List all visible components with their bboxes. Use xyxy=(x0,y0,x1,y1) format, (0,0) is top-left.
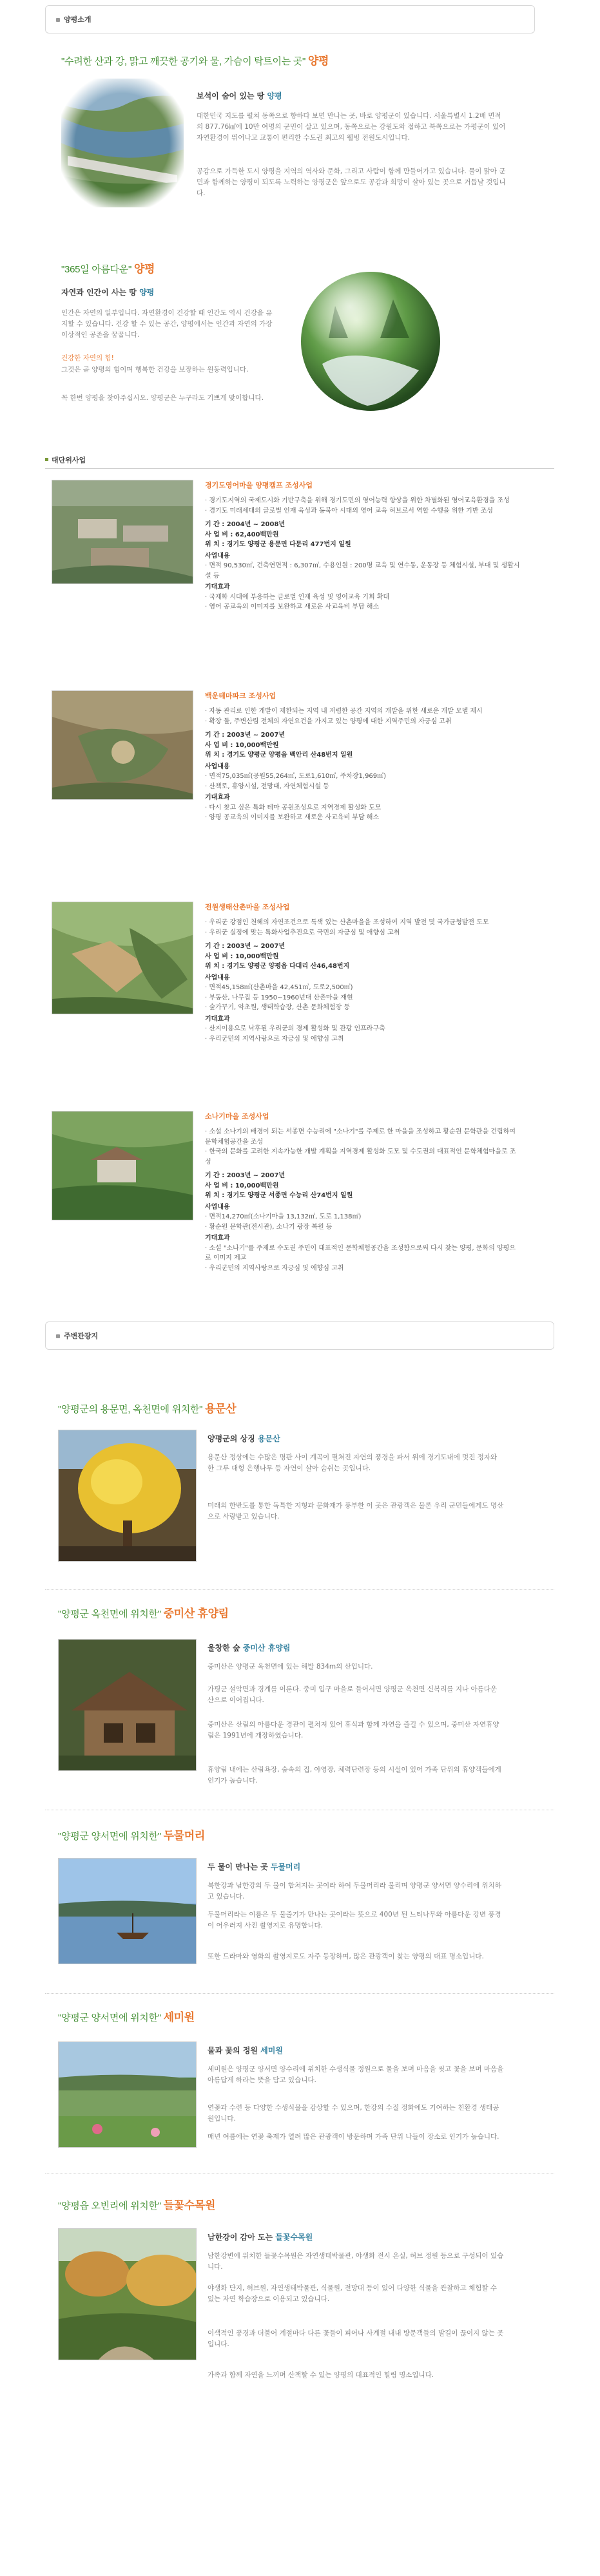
intro-block2-p1: 인간은 자연의 일부입니다. 자연환경이 건강할 때 인간도 역시 건강을 유지할 수 있습니다. 건강 할 수 있는 공간, 양평에서는 인간과 자연의 가장 이상적인 공존을 꿈꿉니다. xyxy=(61,309,273,339)
intro-block2-p3: 꼭 한번 양평을 찾아주십시오. 양평군은 누구라도 기쁘게 맞이합니다. xyxy=(61,394,264,402)
spot-para: 이색적인 풍경과 더불어 계절마다 다른 꽃들이 피어나 사계절 내내 방문객들의 발길이 끊이지 않는 곳입니다. xyxy=(208,2329,504,2348)
spot-headline: "양평군 양서면에 위치한" 두물머리 xyxy=(58,1830,206,1842)
tourism-tab-label[interactable]: 주변관광지 xyxy=(55,1330,104,1343)
spot-subhead: 남한강이 감아 도는 들꽃수목원 xyxy=(208,2233,313,2242)
project-title: 소나기마을 조성사업 xyxy=(205,1112,269,1121)
intro-tab-label[interactable]: 양평소개 xyxy=(55,14,98,26)
project-title: 전원생태산촌마을 조성사업 xyxy=(205,903,290,911)
spot-para: 중미산은 산림의 아름다운 경관이 펼쳐져 있어 휴식과 함께 자연을 즐길 수 있으며, 중미산 자연휴양림은 1991년에 개장하였습니다. xyxy=(208,1721,499,1739)
spot-headline: "양평군 양서면에 위치한" 세미원 xyxy=(58,2011,195,2023)
projects-section-label: 대단위사업 xyxy=(45,455,86,466)
intro-block1-subhead: 보석이 숨어 있는 땅 양평 xyxy=(197,91,282,100)
spot-photo-yongmunsan xyxy=(58,1430,197,1562)
intro-river-photo xyxy=(61,79,184,207)
spot-subhead: 두 물이 만나는 곳 두물머리 xyxy=(208,1862,301,1871)
intro-headline-quote: "수려한 산과 강, 맑고 깨끗한 공기와 물, 가슴이 탁트이는 곳" xyxy=(61,56,305,67)
tourism-tab-box xyxy=(45,1321,554,1350)
spot-para: 가평군 설악면과 경계를 이룬다. 중미 입구 마을로 들어서면 양평군 옥천면 신복리를 지나 아름다운 산으로 이어집니다. xyxy=(208,1685,498,1704)
spot-para: 연꽃과 수련 등 다양한 수생식물을 감상할 수 있으며, 한강의 수질 정화에도 기여하는 친환경 생태공원입니다. xyxy=(208,2104,499,2123)
project-photo-english-village xyxy=(52,480,193,584)
spot-para: 남한강변에 위치한 들꽃수목원은 자연생태박물관, 야생화 전시 온실, 허브 정원 등으로 구성되어 있습니다. xyxy=(208,2252,504,2271)
spot-photo-dumulmeori xyxy=(58,1858,197,1964)
spot-para: 용문산 정상에는 수많은 명판 사이 계곡이 펼쳐진 자연의 풍경을 파서 위에 경기도내에 멋진 정자와 한 그루 대형 은행나무 등 자연이 살아 숨쉬는 곳입니다. xyxy=(208,1454,498,1472)
spot-headline: "양평군 옥천면에 위치한" 중미산 휴양림 xyxy=(58,1607,229,1620)
project-title: 백운테마파크 조성사업 xyxy=(205,692,276,700)
intro-headline-name: 양평 xyxy=(307,55,329,67)
spot-subhead: 물과 꽃의 정원 세미원 xyxy=(208,2046,283,2055)
intro-headline xyxy=(61,53,329,70)
intro-block2-subhead: 자연과 인간이 사는 땅 양평 xyxy=(61,288,155,297)
spot-para: 세미원은 양평군 양서면 양수리에 위치한 수생식물 정원으로 물을 보며 마음을 씻고 꽃을 보며 마음을 아름답게 하라는 뜻을 담고 있습니다. xyxy=(208,2065,504,2084)
spot-para: 두물머리라는 이름은 두 물줄기가 만나는 곳이라는 뜻으로 400년 된 느티나무와 아름다운 강변 풍경이 어우러져 사진 촬영지로 유명합니다. xyxy=(208,1911,501,1929)
spot-headline: "양평읍 오빈리에 위치한" 들꽃수목원 xyxy=(58,2199,216,2211)
spot-subhead: 양평군의 상징 용문산 xyxy=(208,1434,280,1443)
project-photo-theme-park xyxy=(52,690,193,800)
intro-block1-p2: 공감으로 가득한 도시 양평을 지역의 역사와 문화, 그리고 사람이 함께 만들어가고 있습니다. 물이 맑아 군민과 함께하는 양평이 되도록 노력하는 양평군은 앞으로도 공감과 희망이 살아 있는 곳으로 거듭날 것입니다. xyxy=(197,167,506,197)
spot-para: 가족과 함께 자연을 느끼며 산책할 수 있는 양평의 대표적인 힐링 명소입니다. xyxy=(208,2371,434,2379)
intro-block2-tagline: 건강한 자연의 힘! xyxy=(61,354,114,362)
intro-tab-box xyxy=(45,5,535,33)
spot-para: 야생화 단지, 허브원, 자연생태박물관, 식물원, 전망대 등이 있어 다양한 식물을 관찰하고 체험할 수 있는 자연 학습장으로 이용되고 있습니다. xyxy=(208,2284,497,2303)
projects-section-bar xyxy=(45,451,554,469)
intro-block2-headline: "365일 아름다운" 양평 xyxy=(61,263,155,275)
spot-para: 북한강과 남한강의 두 물이 합쳐지는 곳이라 하여 두물머리라 불리며 양평군 양서면 양수리에 위치하고 있습니다. xyxy=(208,1882,501,1900)
project-details: · 소설 소나기의 배경이 되는 서종면 수능리에 "소나기"를 주제로 한 마을을 조성하고 황순원 문학관을 건립하여 문학체험공간을 조성 · 한국의 문화를 고려한 지속가능한 개발 계획을 지역경제 활성화 도모 및 수도권의 대표적인 문학체험마을로 조성 기 간 : 2003년 ~ 2007년 사 업 비 : 10,000백만원 위 치 : 경기도 양평군 서종면 수능리 산74번지 일원 사업내용 · 면적14,270㎡(소나기마을 13,132㎡, 도로 1,138㎡) · 황순원 문학관(전시관), 소나기 광장 복원 등 기대효과 · 소설 "소나기"를 주제로 수도권 주민이 대표적인 문학체험공간을 조성함으로써 다시 찾는 양평, 문화의 양평으로 이미지 제고 · 우리군민의 지역사랑으로 자긍심 및 애향심 고취 xyxy=(205,1128,516,1272)
project-details: · 우리군 강점인 천혜의 자연조건으로 특색 있는 산촌마을을 조성하여 지역 발전 및 국가균형발전 도모 · 우리군 실정에 맞는 특화사업추진으로 국민의 자긍심 및 애향심 고취 기 간 : 2003년 ~ 2007년 사 업 비 : 10,000백만원 위 치 : 경기도 양평군 양평읍 다대리 산46,48번지 사업내용 · 면적45,158㎡(산촌마을 42,451㎡, 도로2,500㎡) · 부동산, 나무집 등 1950~1960년대 산촌마을 재현 · 숲가꾸기, 약초원, 생태학습장, 산촌 문화체험장 등 기대효과 · 산지이용으로 낙후된 우리군의 경제 활성화 및 관광 인프라구축 · 우리군민의 지역사랑으로 자긍심 및 애향심 고취 xyxy=(205,919,489,1043)
spot-para: 매년 여름에는 연꽃 축제가 열려 많은 관광객이 방문하며 가족 단위 나들이 장소로 인기가 높습니다. xyxy=(208,2133,499,2141)
spot-photo-semiwon xyxy=(58,2041,197,2148)
spot-para: 미래의 한반도를 통한 독특한 지형과 문화재가 풍부한 이 곳은 관광객은 물론 우리 군민들에게도 명산으로 사랑받고 있습니다. xyxy=(208,1502,504,1520)
spot-photo-jungmisan xyxy=(58,1639,197,1771)
spot-divider xyxy=(45,1589,554,1590)
spot-divider xyxy=(45,1993,554,1994)
intro-block1-p1: 대한민국 지도를 펼쳐 동쪽으로 향하다 보면 만나는 곳, 바로 양평군이 있습니다. 서울특별시 1.2배 면적의 877.76㎢에 10만 여명의 군민이 살고 있으며, 동쪽으로는 강원도와 접하고 북쪽으로는 가평군이 있어 자연환경이 뛰어나고 교통이 편리한 수도권 최고의 웰빙 전원도시입니다. xyxy=(197,112,506,142)
project-details: · 경기도지역의 국제도시화 기반구축을 위해 경기도민의 영어능력 향상을 위한 차별화된 영어교육환경을 조성 · 경기도 미래세대의 글로벌 인재 육성과 동북아 시대의 영어 교육 허브로서 역할 수행을 위한 기반 조성 기 간 : 2004년 ~ 2008년 사 업 비 : 62,400백만원 위 치 : 경기도 양평군 용문면 다문리 477번지 일원 사업내용 · 면적 90,530㎡, 건축연면적 : 6,307㎡, 수용인원 : 200명 교육 및 연수동, 운동장 등 체험시설, 부대 및 생활시설 등 기대효과 · 국제화 시대에 부응하는 글로벌 인재 육성 및 영어교육 기회 확대 · 영어 공교육의 이미지를 보완하고 새로운 사교육비 부담 해소 xyxy=(205,497,520,611)
project-photo-sonagi-village xyxy=(52,1111,193,1220)
project-title: 경기도영어마을 양평캠프 조성사업 xyxy=(205,481,313,489)
spot-para: 중미산은 양평군 옥천면에 있는 해발 834m의 산입니다. xyxy=(208,1663,373,1671)
project-photo-eco-village xyxy=(52,902,193,1014)
intro-forest-sphere-photo xyxy=(296,267,445,415)
intro-block2-p2: 그것은 곧 양평의 힘이며 행복한 건강을 보장하는 원동력입니다. xyxy=(61,366,249,374)
spot-para: 또한 드라마와 영화의 촬영지로도 자주 등장하며, 많은 관광객이 찾는 양평의 대표 명소입니다. xyxy=(208,1953,484,1960)
project-details: · 자동 관리로 인한 개발이 제한되는 지역 내 저렴한 공간 지역의 개발을 위한 새로운 개발 모델 제시 · 확장 둘, 주변산림 전체의 자연요건을 가지고 있는 양평에 대한 지역주민의 자긍심 고취 기 간 : 2003년 ~ 2007년 사 업 비 : 10,000백만원 위 치 : 경기도 양평군 양평읍 백안리 산48번지 일원 사업내용 · 면적75,035㎡(공원55,264㎡, 도로1,610㎡, 주차장1,969㎡) · 산책로, 휴양시설, 전망대, 자연체험시설 등 기대효과 · 다시 찾고 싶은 특화 테마 공원조성으로 지역경제 활성화 도모 · 양평 공교육의 이미지를 보완하고 새로운 사교육비 부담 해소 xyxy=(205,708,483,821)
spot-subhead: 울창한 숲 중미산 휴양림 xyxy=(208,1643,291,1653)
spot-para: 휴양림 내에는 산림욕장, 숲속의 집, 야영장, 체력단련장 등의 시설이 있어 가족 단위의 휴양객들에게 인기가 높습니다. xyxy=(208,1766,501,1785)
spot-headline: "양평군의 용문면, 옥천면에 위치한" 용문산 xyxy=(58,1403,237,1415)
spot-photo-wildflower-arboretum xyxy=(58,2228,197,2360)
